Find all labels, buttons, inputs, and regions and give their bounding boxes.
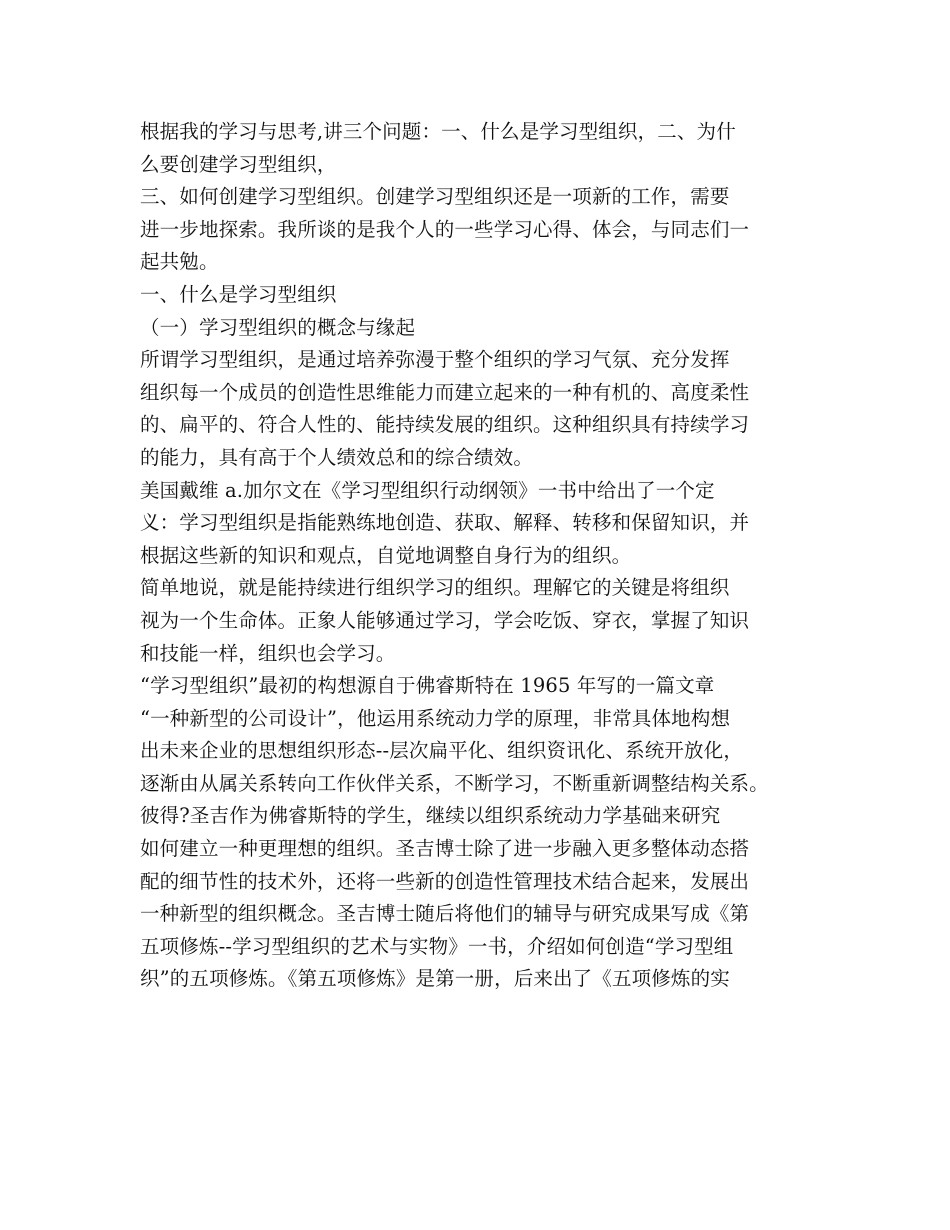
text-line: 的能力，具有高于个人绩效总和的综合绩效。 <box>140 445 534 469</box>
text-line: 义：学习型组织是指能熟练地创造、获取、解释、转移和保留知识，并 <box>140 511 750 535</box>
text-line: 出未来企业的思想组织形态--层次扁平化、组织资讯化、系统开放化， <box>140 739 743 763</box>
text-line: 如何建立一种更理想的组织。圣吉博士除了进一步融入更多整体动态搭 <box>140 837 750 861</box>
section-heading: 一、什么是学习型组织 <box>140 282 337 306</box>
text-line: 织”的五项修炼。《第五项修炼》是第一册，后来出了《五项修炼的实 <box>140 967 730 991</box>
text-line: 组织每一个成员的创造性思维能力而建立起来的一种有机的、高度柔性 <box>140 380 750 404</box>
text-line: 么要创建学习型组织， <box>140 152 337 176</box>
text-line: 配的细节性的技术外，还将一些新的创造性管理技术结合起来，发展出 <box>140 869 750 893</box>
text-line: 和技能一样，组织也会学习。 <box>140 641 396 665</box>
document-body <box>140 116 820 996</box>
text-line: 所谓学习型组织，是通过培养弥漫于整个组织的学习气氛、充分发挥 <box>140 348 730 372</box>
text-line: 美国戴维 a.加尔文在《学习型组织行动纲领》一书中给出了一个定 <box>140 478 715 502</box>
text-line: 根据我的学习与思考,讲三个问题：一、什么是学习型组织，二、为什 <box>140 120 736 143</box>
subsection-heading: （一）学习型组织的概念与缘起 <box>140 315 416 339</box>
text-line: 根据这些新的知识和观点，自觉地调整自身行为的组织。 <box>140 543 632 567</box>
text-line: 进一步地探索。我所谈的是我个人的一些学习心得、体会，与同志们一 <box>140 217 750 241</box>
text-line: 五项修炼--学习型组织的艺术与实物》一书，介绍如何创造“学习型组 <box>140 934 734 958</box>
text-line: “一种新型的公司设计”，他运用系统动力学的原理，非常具体地构想 <box>140 706 731 730</box>
text-line: 的、扁平的、符合人性的、能持续发展的组织。这种组织具有持续学习 <box>140 413 750 437</box>
text-line: 简单地说，就是能持续进行组织学习的组织。理解它的关键是将组织 <box>140 576 730 600</box>
text-line: 彼得?圣吉作为佛睿斯特的学生，继续以组织系统动力学基础来研究 <box>140 804 721 828</box>
text-line: 逐渐由从属关系转向工作伙伴关系，不断学习，不断重新调整结构关系。 <box>140 771 769 795</box>
text-line: 起共勉。 <box>140 250 219 274</box>
text-line: “学习型组织”最初的构想源自于佛睿斯特在 1965 年写的一篇文章 <box>140 674 715 698</box>
text-line: 一种新型的组织概念。圣吉博士随后将他们的辅导与研究成果写成《第 <box>140 902 750 926</box>
text-line: 三、如何创建学习型组织。创建学习型组织还是一项新的工作，需要 <box>140 185 730 209</box>
text-line: 视为一个生命体。正象人能够通过学习，学会吃饭、穿衣，掌握了知识 <box>140 608 750 632</box>
